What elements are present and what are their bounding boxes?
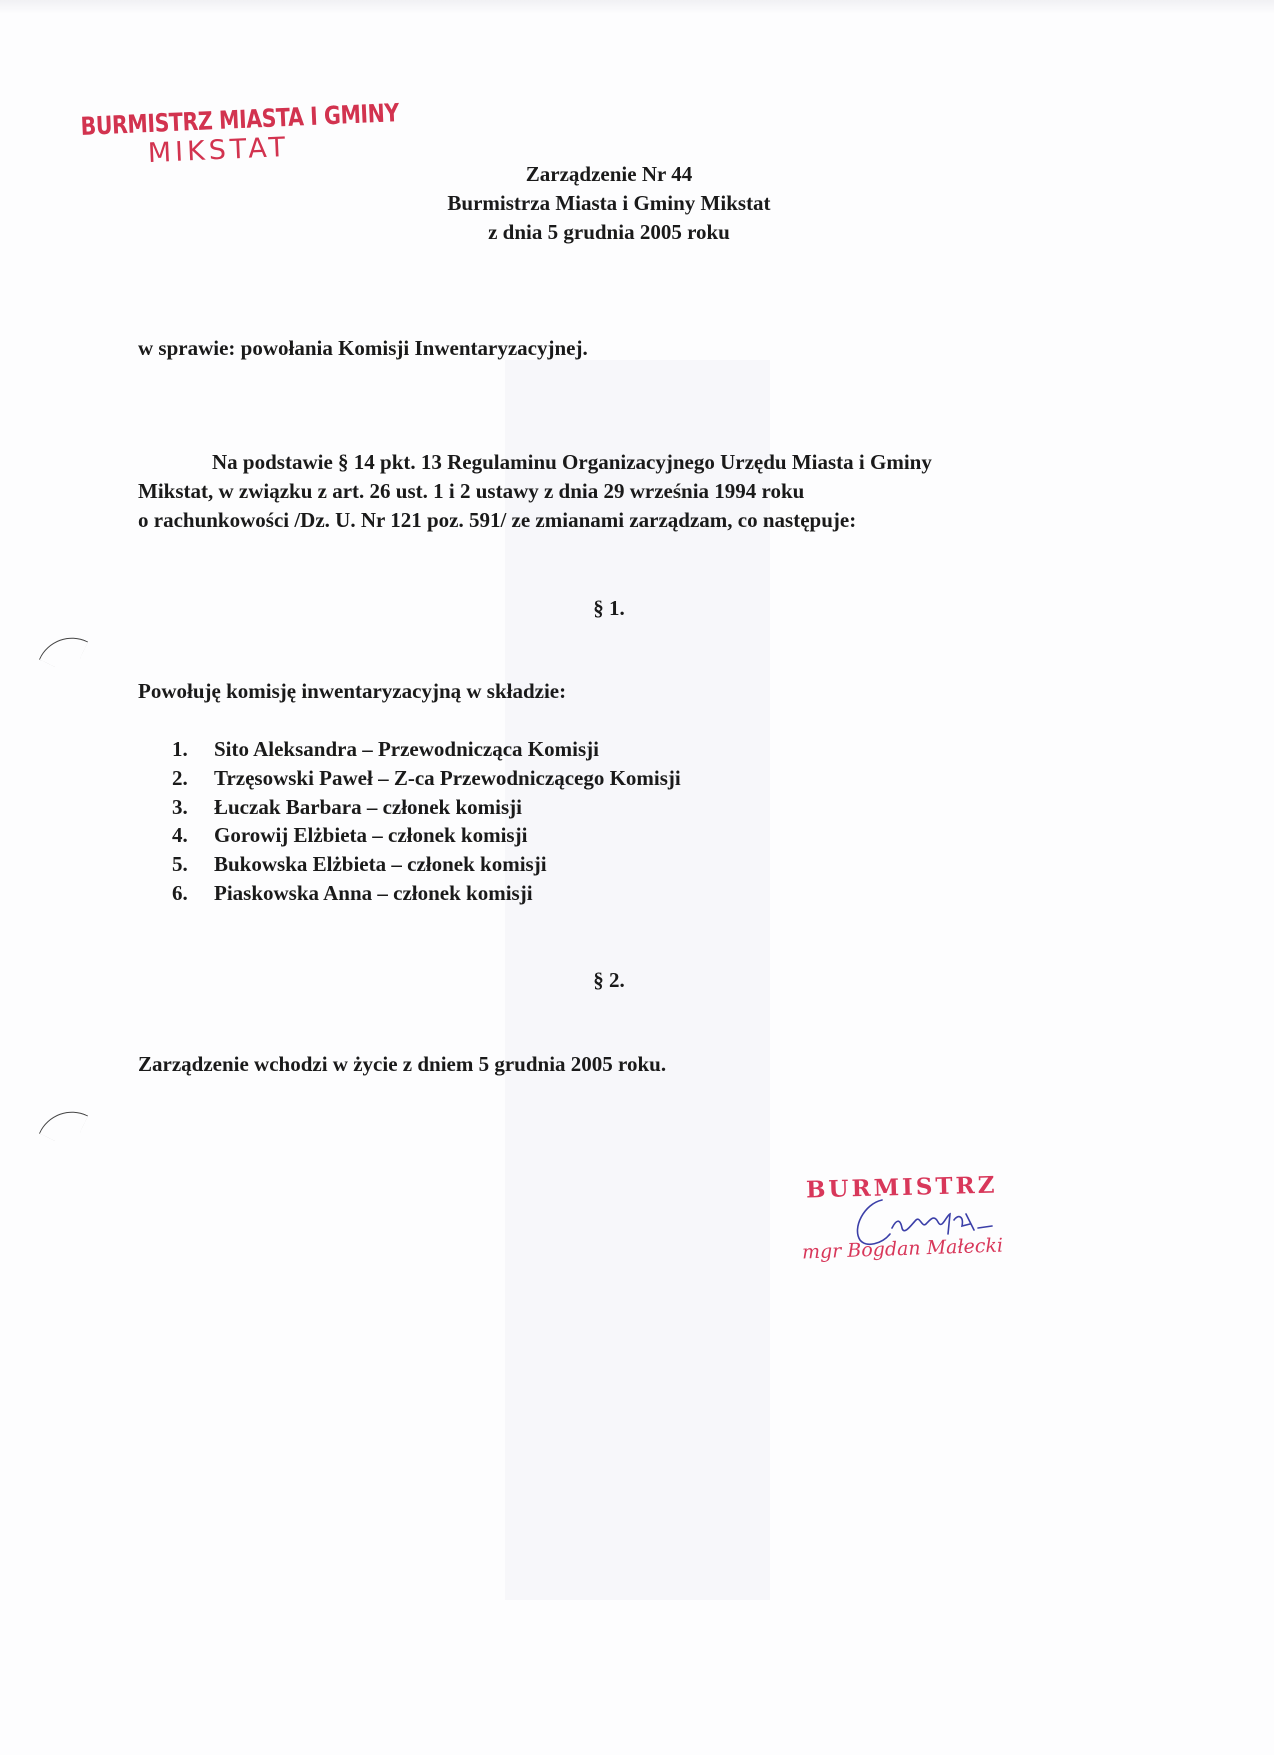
effective-date-clause: Zarządzenie wchodzi w życie z dniem 5 grudnia 2005 roku. <box>138 1052 667 1076</box>
list-item: 3. Łuczak Barbara – członek komisji <box>172 794 522 819</box>
subject-line: w sprawie: powołania Komisji Inwentaryzacyjnej. <box>138 336 588 360</box>
document-header <box>0 160 1218 247</box>
punch-hole-mark <box>39 1100 88 1149</box>
list-item: 6. Piaskowska Anna – członek komisji <box>172 880 533 905</box>
member-list <box>172 735 681 908</box>
signature-stamp-title: BURMISTRZ <box>805 1171 998 1204</box>
list-item: 4. Gorowij Elżbieta – członek komisji <box>172 823 528 848</box>
commission-intro: Powołuję komisję inwentaryzacyjną w składzie: <box>138 679 567 703</box>
list-item: 2. Trzęsowski Paweł – Z-ca Przewodniczącego Komisji <box>172 765 681 790</box>
legal-basis-line2: Mikstat, w związku z art. 26 ust. 1 i 2 ustawy z dnia 29 września 1994 roku <box>138 479 805 503</box>
issue-date: z dnia 5 grudnia 2005 roku <box>488 220 730 244</box>
office-stamp-line2: MIKSTAT <box>147 131 290 170</box>
ordinance-number: Zarządzenie Nr 44 <box>525 162 693 186</box>
issuer: Burmistrza Miasta i Gminy Mikstat <box>447 191 771 215</box>
office-stamp-line1: BURMISTRZ MIASTA I GMINY <box>80 98 400 141</box>
list-item: 5. Bukowska Elżbieta – członek komisji <box>172 852 547 877</box>
signatory-name: mgr Bogdan Małecki <box>801 1234 1004 1264</box>
list-item: 1. Sito Aleksandra – Przewodnicząca Komisji <box>172 737 599 761</box>
legal-basis-line3: o rachunkowości /Dz. U. Nr 121 poz. 591/ ze zmianami zarządzam, co następuje: <box>138 508 857 532</box>
legal-basis-line1: Na podstawie § 14 pkt. 13 Regulaminu Organizacyjnego Urzędu Miasta i Gminy <box>212 450 932 474</box>
section-1-heading: § 1. <box>593 596 625 620</box>
section-2-heading: § 2. <box>593 968 625 992</box>
signature-stamp <box>801 1171 1066 1284</box>
legal-basis-paragraph <box>138 448 1088 535</box>
scan-top-edge <box>0 0 1274 14</box>
punch-hole-mark <box>39 626 88 675</box>
